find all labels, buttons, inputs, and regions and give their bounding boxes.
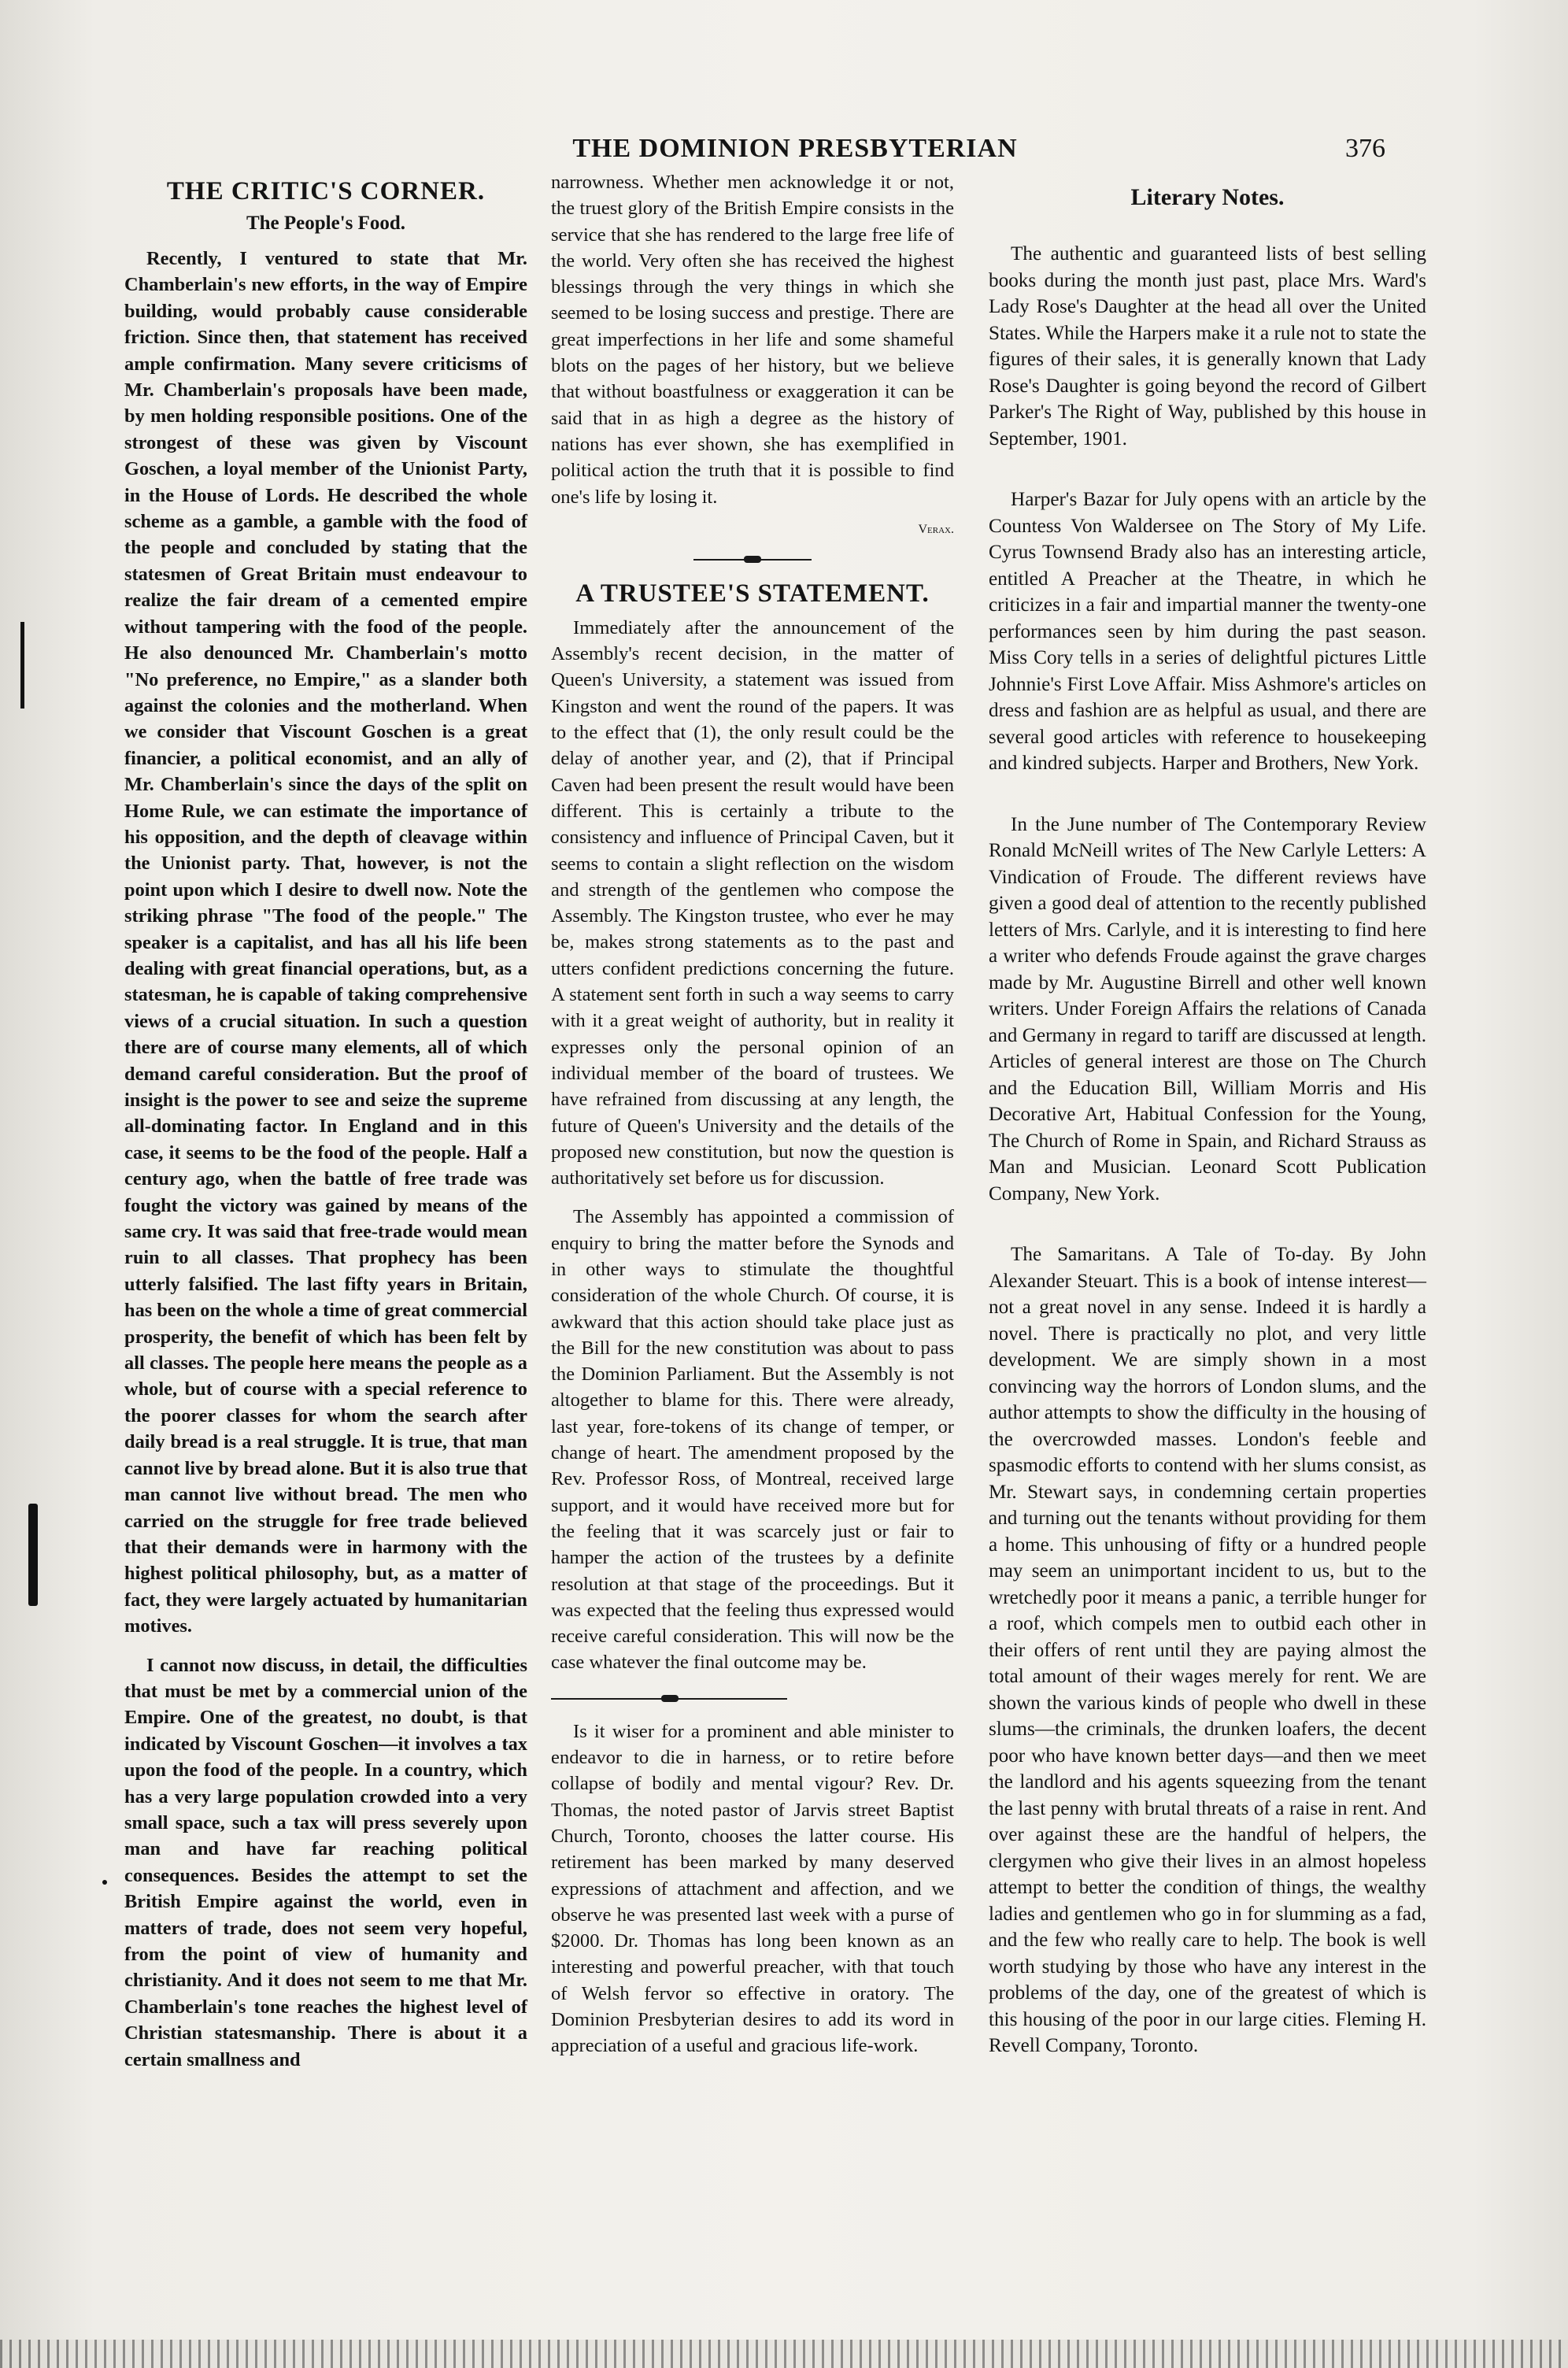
section-divider	[693, 554, 812, 565]
middle-column	[551, 169, 954, 2072]
review-paragraph: Harper's Bazar for July opens with an article by the Countess Von Waldersee on The Story of My Life. Cyrus Townsend Brady also has an interesting article, entitled A Preacher at the Theatre, in which he criticizes in a fair and impartial manner the twenty-one performances seen by him during the past season. Miss Cory tells in a series of delightful pictures Little Johnnie's First Love Affair. Miss Ashmore's articles on dress and fashion are as helpful as usual, and there are several good articles with reference to housekeeping and kindred subjects. Harper and Brothers, New York.	[989, 489, 1426, 774]
article-paragraph: Immediately after the announcement of the Assembly's recent decision, in the matter of Queen's University, a statement was issued from Kingston and went the round of the papers. It was to the effect that (1), the only result could be the delay of another year, and (2), that if Principal Caven had been present the result would have been different. This is certainly a tribute to the consistency and influence of Principal Caven, but it seems to contain a slight reflection on the wisdom and strength of the gentlemen who compose the Assembly. The Kingston trustee, who ever he may be, makes strong statements as to the past and utters confident predictions concerning the future. A statement sent forth in such a way seems to carry with it a great weight of authority, but in reality it expresses only the personal opinion of an individual member of the board of trustees. We have refrained from discussing at any length, the future of Queen's University and the details of the proposed new constitution, but now the question is authoritatively set before us for discussion.	[551, 616, 954, 1190]
section-divider	[551, 1693, 787, 1704]
article-paragraph: The Assembly has appointed a commission of enquiry to bring the matter before the Synods and in other ways to stimulate the thoughtful consideration of the whole Church. Of course, it is awkward that this action should take place just as the Bill for the new constitution was about to pass the Dominion Parliament. But the Assembly is not altogether to blame for this. There were already, last year, fore-tokens of its change of temper, or change of heart. The amendment proposed by the Rev. Professor Ross, of Montreal, received large support, and it would have received more but for the feeling that it was scarcely just or fair to hamper the action of the trustees by a definite resolution at that stage of the proceedings. But it was expected that the feeling thus expressed would receive careful consideration. This will now be the case whatever the final outcome may be.	[551, 1206, 954, 1674]
margin-ink-mark	[20, 622, 24, 709]
left-column	[124, 169, 527, 2085]
review-paragraph: The authentic and guaranteed lists of best selling books during the month just past, place Mrs. Ward's Lady Rose's Daughter at the head all over the United States. While the Harpers make it a rule not to state the figures of their sales, it is generally known that Lady Rose's Daughter is going beyond the record of Gilbert Parker's The Right of Way, published by this house in September, 1901.	[989, 243, 1426, 450]
trustee-statement-heading: A TRUSTEE'S STATEMENT.	[575, 579, 930, 608]
literary-notes-heading: Literary Notes.	[1130, 184, 1285, 210]
review-paragraph: The Samaritans. A Tale of To-day. By John Alexander Steuart. This is a book of intense interest—not a great novel in any sense. Indeed it is hardly a novel. There is practically no plot, and very little development. We are simply shown in a most convincing way the horrors of London slums, and the author attempts to show the difficulty in the housing of the overcrowded masses. London's feeble and spasmodic efforts to contend with her slums consist, as Mr. Stewart says, in condemning certain properties and turning out the tenants without providing for them a home. This unhousing of fifty or a hundred people may seem an unimportant incident to us, but to the wretchedly poor it means a panic, a terrible hunger for a roof, which compels men to outbid each other in their offers of rent until they are paying almost the total amount of their wages merely for rent. We are shown the various kinds of people who dwell in these slums—the criminals, the drunken loafers, the decent poor who have known better days—and then we meet the landlord and his agents squeezing from the tenant the last penny with brutal threats of a raise in rent. And over against these are the handful of helpers, the clergymen who give their lives in an almost hopeless attempt to better the condition of things, the wealthy ladies and gentlemen who go in for slumming as a fad, and the few who really care to help. The book is well worth studying by those who have any interest in the problems of the day, one of the greatest of which is this housing of the poor in our large cities. Fleming H. Revell Company, Toronto.	[989, 1244, 1426, 2056]
margin-ink-mark	[28, 1504, 38, 1606]
critics-corner-heading: THE CRITIC'S CORNER.	[166, 177, 486, 205]
article-paragraph: Is it wiser for a prominent and able minister to endeavor to die in harness, or to retire before collapse of bodily and mental vigour? Rev. Dr. Thomas, the noted pastor of Jarvis street Baptist Church, Toronto, chooses the latter course. His retirement has been marked by many deserved expressions of attachment and affection, and we observe he was presented last week with a purse of $2000. Dr. Thomas has long been known as an interesting and powerful preacher, with that touch of Welsh fervor so effective in oratory. The Dominion Presbyterian desires to add its word in appreciation of a useful and gracious life-work.	[551, 1720, 954, 2057]
article-paragraph: Recently, I ventured to state that Mr. Chamberlain's new efforts, in the way of Empire building, would probably cause considerable friction. Since then, that statement has received ample confirmation. Many severe criticisms of Mr. Chamberlain's proposals have been made, by men holding responsible positions. One of the strongest of these was given by Viscount Goschen, a loyal member of the Unionist Party, in the House of Lords. He described the whole scheme as a gamble, a gamble with the food of the people and concluded by stating that the statesmen of Great Britain must endeavour to realize the fair dream of a cemented empire without tampering with the food of the people. He also denounced Mr. Chamberlain's motto "No preference, no Empire," as a slander both against the colonies and the motherland. When we consider that Viscount Goschen is a great financier, a political economist, and an ally of Mr. Chamberlain's since the days of the split on Home Rule, we can estimate the importance of his opposition, and the depth of cleavage within the Unionist party. That, however, is not the point upon which I desire to dwell now. Note the striking phrase "The food of the people." The speaker is a capitalist, and has all his life been dealing with great financial operations, but, as a statesman, he is capable of taking comprehensive views of a crucial situation. In such a question there are of course many elements, all of which demand careful consideration. But the proof of insight is the power to see and seize the supreme all-dominating factor. In England and in this case, it seems to be the food of the people. Half a century ago, when the battle of free trade was fought the victory was gained by means of the same cry. It was said that free-trade would mean ruin to all classes. That prophecy has been utterly falsified. The last fifty years in Britain, has been on the whole a time of great commercial prosperity, the benefit of which has been felt by all classes. The people here means the people as a whole, but of course with a special reference to the poorer classes for whom the search after daily bread is a real struggle. It is true, that man cannot live by bread alone. But it is also true that man cannot live without bread. The men who carried on the struggle for free trade believed that their demands were in harmony with the highest political philosophy, but, as a matter of fact, they were largely actuated by humanitarian motives.	[124, 248, 527, 1637]
peoples-food-subheading: The People's Food.	[246, 213, 406, 234]
review-paragraph: In the June number of The Contemporary Review Ronald McNeill writes of The New Carlyle Letters: A Vindication of Froude. The different reviews have given a good deal of attention to the recently published letters of Mrs. Carlyle, and it is interesting to find here a writer who defends Froude against the grave charges made by Mr. Augustine Birrell and other well known writers. Under Foreign Affairs the relations of Canada and Germany in regard to tariff are discussed at length. Articles of general interest are those on The Church and the Education Bill, William Morris and His Decorative Art, Habitual Confession for the Young, The Church of Rome in Spain, and Richard Strauss as Man and Musician. Leonard Scott Publication Company, New York.	[989, 813, 1426, 1204]
continued-paragraph: narrowness. Whether men acknowledge it or not, the truest glory of the British Empire consists in the service that she has rendered to the large free life of the world. Very often she has received the highest blessings through the very things in which she seemed to be losing success and prestige. There are great imperfections in her life and some shameful blots on the pages of her history, but we believe that without boastfulness or exaggeration it can be said that in as high a degree as the history of nations has ever shown, she has exemplified in political action the truth that it is possible to find one's life by losing it.	[551, 172, 954, 508]
masthead-title: THE DOMINION PRESBYTERIAN	[572, 134, 1018, 163]
author-signature: Verax.	[918, 522, 954, 536]
scan-edge-strip	[0, 2340, 1568, 2368]
margin-ink-dot	[102, 1880, 107, 1885]
right-column	[989, 184, 1426, 2072]
page-number: 376	[1345, 134, 1385, 163]
article-paragraph: I cannot now discuss, in detail, the difficulties that must be met by a commercial union of the Empire. One of the greatest, no doubt, is that indicated by Viscount Goschen—it involves a tax upon the food of the people. In a country, which has a very large population crowded into a very small space, such a tax will press severely upon man and have far reaching political consequences. Besides the attempt to set the British Empire against the world, even in matters of trade, does not seem very hopeful, from the point of view of humanity and christianity. And it does not seem to me that Mr. Chamberlain's tone reaches the highest level of Christian statesmanship. There is about it a certain smallness and	[124, 1654, 527, 2070]
